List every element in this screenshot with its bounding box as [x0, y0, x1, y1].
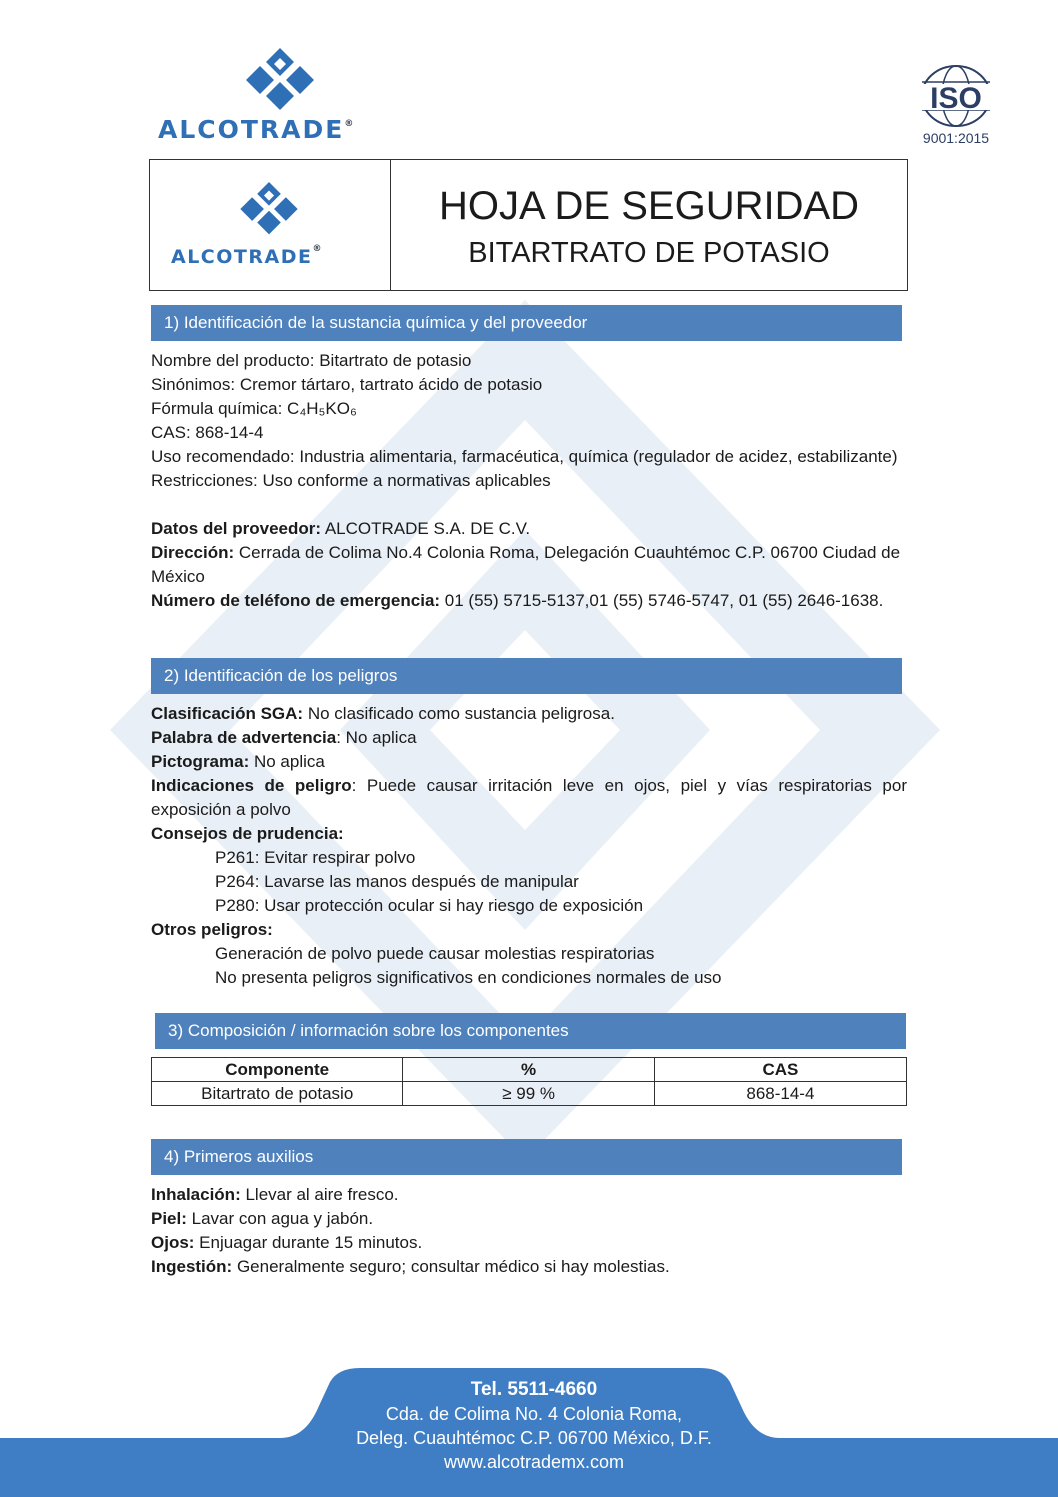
header-brand-mark-icon	[240, 182, 298, 236]
other-hazard-item: Generación de polvo puede causar molestias respiratorias	[215, 944, 655, 963]
footer-address-line: Cda. de Colima No. 4 Colonia Roma,	[385, 1404, 683, 1424]
header-logo	[150, 160, 391, 290]
brand-wordmark: ALCOTRADE®	[158, 115, 354, 144]
cas-number: CAS: 868-14-4	[151, 423, 264, 442]
iso-certification: 9001:2015	[922, 130, 990, 146]
footer-address-line: Deleg. Cuauhtémoc C.P. 06700 México, D.F.	[356, 1428, 712, 1448]
footer-website: www.alcotrademx.com	[443, 1452, 625, 1472]
brand-logo	[158, 48, 408, 148]
section-4-heading: 4) Primeros auxilios	[151, 1139, 902, 1175]
first-aid-skin: Piel: Lavar con agua y jabón.	[151, 1209, 374, 1228]
document-subtitle: BITARTRATO DE POTASIO	[468, 237, 830, 269]
warning-word: Palabra de advertencia: No aplica	[151, 728, 417, 747]
first-aid-eyes: Ojos: Enjuagar durante 15 minutos.	[151, 1233, 423, 1252]
document-title: HOJA DE SEGURIDAD	[438, 184, 860, 228]
section-2-content	[151, 702, 907, 990]
sga-classification: Clasificación SGA: No clasificado como sustancia peligrosa.	[151, 704, 615, 723]
column-header: %	[403, 1058, 654, 1082]
supplier-data: Datos del proveedor: ALCOTRADE S.A. DE C.V.	[151, 519, 531, 538]
document-header	[149, 159, 908, 291]
section-2-heading: 2) Identificación de los peligros	[151, 658, 902, 694]
prudence-item: P264: Lavarse las manos después de manipular	[215, 872, 579, 891]
chemical-formula: Fórmula química: C₄H₅KO₆	[151, 399, 357, 418]
hazard-statements: Indicaciones de peligro: Puede causar irritación leve en ojos, piel y vías respiratorias por exposición a polvo	[151, 776, 907, 819]
other-hazard-item: No presenta peligros significativos en condiciones normales de uso	[215, 968, 722, 987]
table-header-row	[152, 1058, 907, 1082]
prudence-item: P261: Evitar respirar polvo	[215, 848, 416, 867]
composition-table	[151, 1057, 907, 1106]
header-brand-wordmark: ALCOTRADE®	[171, 244, 322, 268]
first-aid-inhalation: Inhalación: Llevar al aire fresco.	[151, 1185, 399, 1204]
prudence-item: P280: Usar protección ocular si hay riesgo de exposición	[215, 896, 644, 915]
section-1-heading: 1) Identificación de la sustancia química y del proveedor	[151, 305, 902, 341]
supplier-address: Dirección: Cerrada de Colima No.4 Colonia Roma, Delegación Cuauhtémoc C.P. 06700 Ciudad de México	[151, 543, 901, 586]
footer-phone: Tel. 5511-4660	[470, 1379, 598, 1400]
table-cell: ≥ 99 %	[403, 1082, 654, 1106]
other-hazards-heading: Otros peligros:	[151, 920, 273, 939]
footer-contact	[329, 1378, 739, 1474]
section-3-heading: 3) Composición / información sobre los componentes	[155, 1013, 906, 1049]
table-row	[152, 1082, 907, 1106]
synonyms: Sinónimos: Cremor tártaro, tartrato ácido de potasio	[151, 375, 543, 394]
prudence-heading: Consejos de prudencia:	[151, 824, 344, 843]
emergency-phone: Número de teléfono de emergencia: 01 (55) 5715-5137,01 (55) 5746-5747, 01 (55) 2646-1638.	[151, 591, 884, 610]
section-1-content	[151, 349, 907, 613]
table-cell: Bitartrato de potasio	[152, 1082, 403, 1106]
pictogram: Pictograma: No aplica	[151, 752, 325, 771]
product-name: Nombre del producto: Bitartrato de potasio	[151, 351, 472, 370]
header-titles	[391, 160, 907, 290]
column-header: CAS	[654, 1058, 906, 1082]
first-aid-ingestion: Ingestión: Generalmente seguro; consultar médico si hay molestias.	[151, 1257, 670, 1276]
restrictions: Restricciones: Uso conforme a normativas aplicables	[151, 471, 551, 490]
section-4-content	[151, 1183, 907, 1279]
iso-label: ISO	[930, 82, 982, 115]
brand-mark-icon	[246, 48, 314, 112]
iso-globe-icon	[910, 60, 1002, 152]
table-cell: 868-14-4	[654, 1082, 906, 1106]
page-footer	[0, 1368, 1058, 1497]
recommended-use: Uso recomendado: Industria alimentaria, farmacéutica, química (regulador de acidez, estabilizante)	[151, 447, 898, 466]
column-header: Componente	[152, 1058, 403, 1082]
